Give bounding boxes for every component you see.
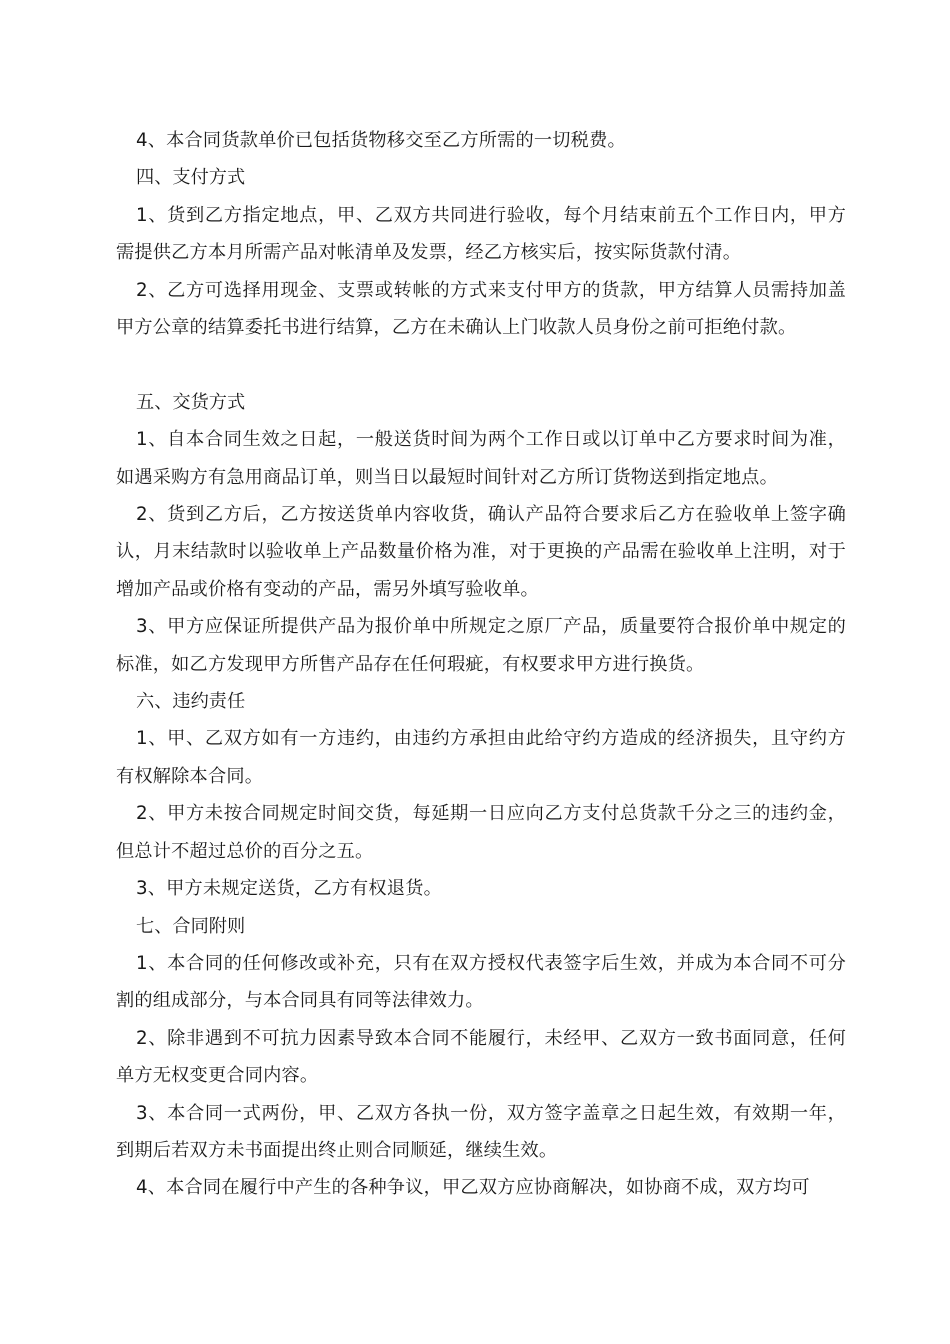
clause-paragraph: 4、本合同货款单价已包括货物移交至乙方所需的一切税费。 [136,130,626,151]
clause-paragraph: 2、除非遇到不可抗力因素导致本合同不能履行，未经甲、乙双方一致书面同意，任何单方无权变更合同内容。 [116,1027,846,1087]
clause-paragraph: 2、乙方可选择用现金、支票或转帐的方式来支付甲方的货款，甲方结算人员需持加盖甲方公章的结算委托书进行结算，乙方在未确认上门收款人员身份之前可拒绝付款。 [116,279,846,339]
clause-paragraph: 1、本合同的任何修改或补充，只有在双方授权代表签字后生效，并成为本合同不可分割的组成部分，与本合同具有同等法律效力。 [116,952,846,1012]
blank-line [116,346,846,383]
clause-paragraph: 1、甲、乙双方如有一方违约，由违约方承担由此给守约方造成的经济损失，且守约方有权解除本合同。 [116,728,846,787]
clause-paragraph: 4、本合同在履行中产生的各种争议，甲乙双方应协商解决，如协商不成，双方均可 [136,1177,810,1199]
section-heading: 七、合同附则 [136,915,246,937]
clause-paragraph: 1、自本合同生效之日起，一般送货时间为两个工作日或以订单中乙方要求时间为准，如遇采购方有急用商品订单，则当日以最短时间针对乙方所订货物送到指定地点。 [116,429,846,488]
clause-paragraph: 2、货到乙方后，乙方按送货单内容收货，确认产品符合要求后乙方在验收单上签字确认，月末结款时以验收单上产品数量价格为准，对于更换的产品需在验收单上注明，对于增加产品或价格有变动的产品，需另外填写验收单。 [116,504,846,600]
clause-paragraph: 3、本合同一式两份，甲、乙双方各执一份，双方签字盖章之日起生效，有效期一年，到期后若双方未书面提出终止则合同顺延，继续生效。 [116,1102,846,1161]
clause-paragraph: 1、货到乙方指定地点，甲、乙双方共同进行验收，每个月结束前五个工作日内，甲方需提供乙方本月所需产品对帐清单及发票，经乙方核实后，按实际货款付清。 [116,204,846,264]
clause-paragraph: 2、甲方未按合同规定时间交货，每延期一日应向乙方支付总货款千分之三的违约金，但总计不超过总价的百分之五。 [116,803,846,862]
section-heading: 六、违约责任 [136,691,246,713]
section-heading: 四、支付方式 [136,167,246,189]
section-heading: 五、交货方式 [136,391,246,413]
clause-paragraph: 3、甲方应保证所提供产品为报价单中所规定之原厂产品，质量要符合报价单中规定的标准，如乙方发现甲方所售产品存在任何瑕疵，有权要求甲方进行换货。 [116,616,846,675]
clause-paragraph: 3、甲方未规定送货，乙方有权退货。 [136,878,442,900]
contract-body [116,122,846,1207]
